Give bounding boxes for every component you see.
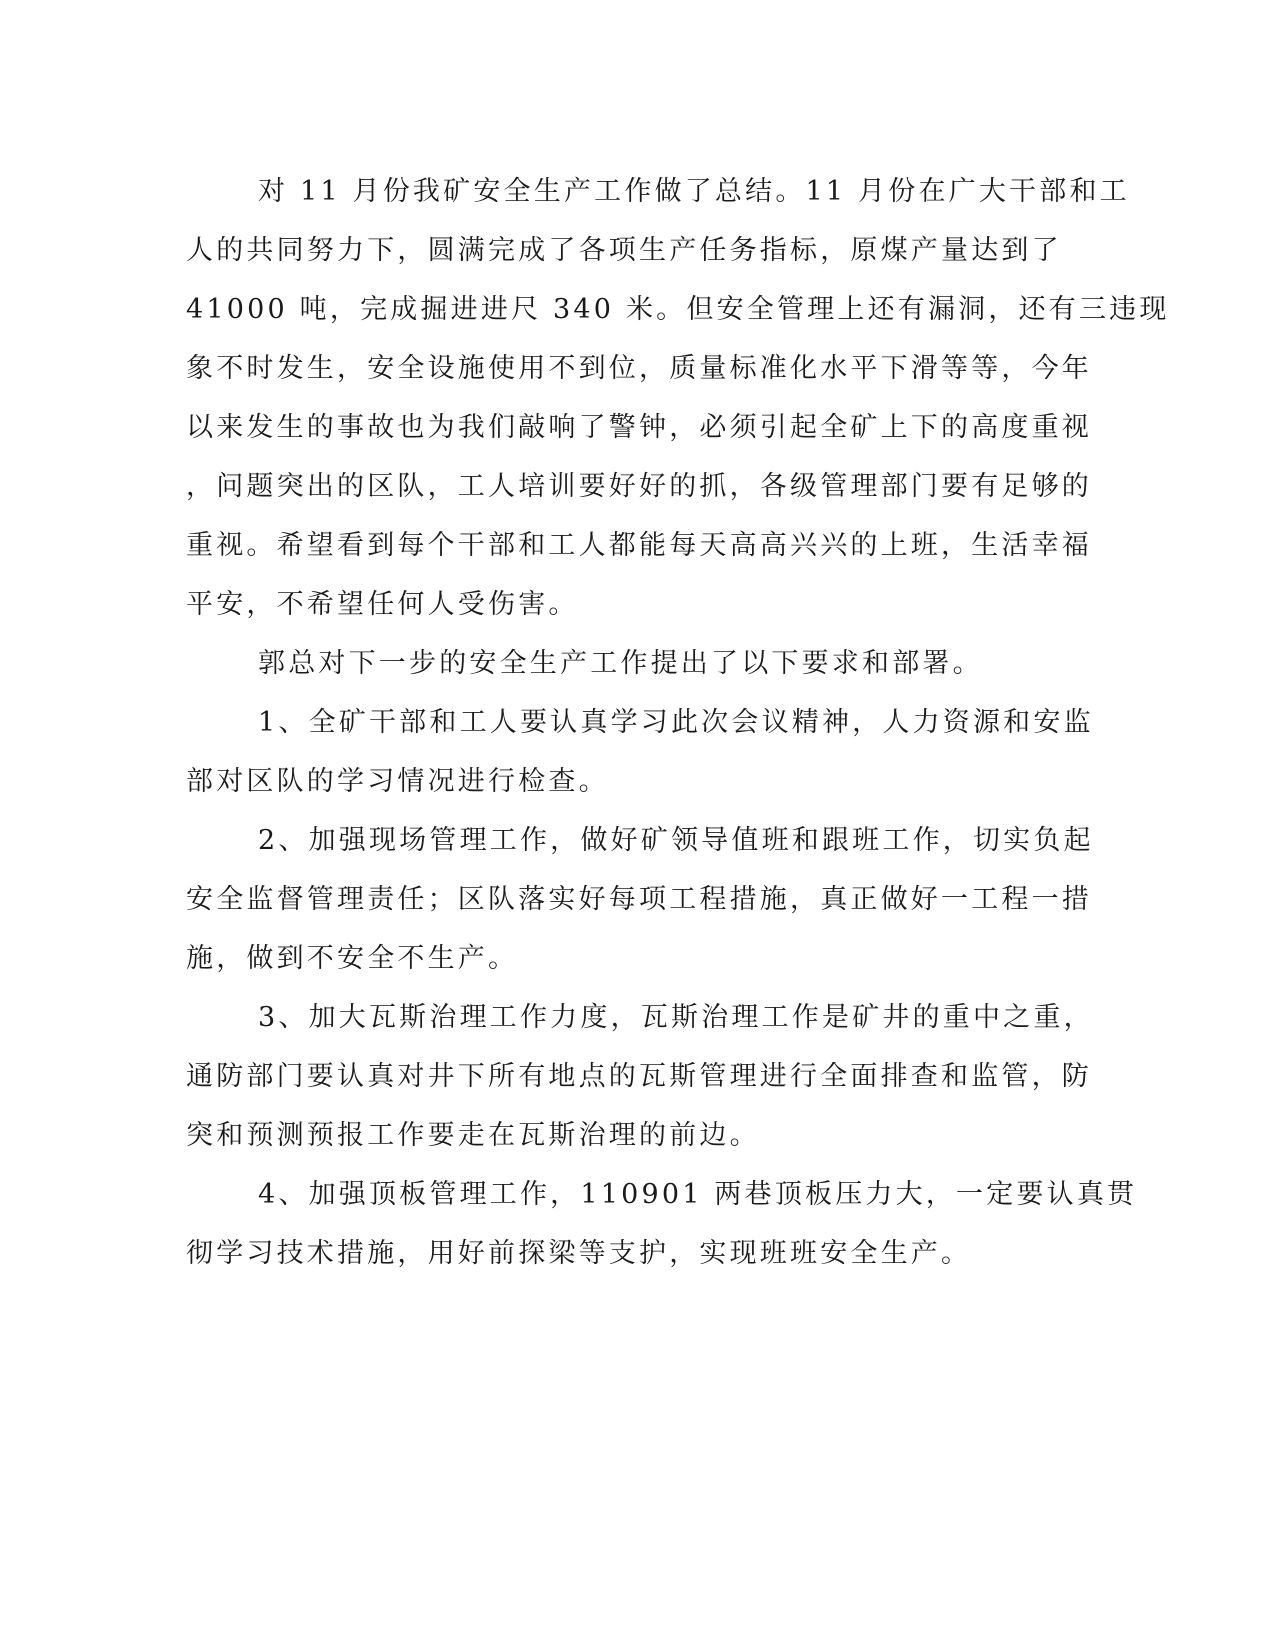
document-body [186, 162, 1170, 1283]
text-line: 3、加大瓦斯治理工作力度，瓦斯治理工作是矿井的重中之重， [258, 1002, 1094, 1033]
text-line: 1、全矿干部和工人要认真学习此次会议精神，人力资源和安监 [258, 707, 1094, 738]
text-line: 彻学习技术措施，用好前探梁等支护，实现班班安全生产。 [186, 1238, 972, 1269]
text-line: 人的共同努力下，圆满完成了各项生产任务指标，原煤产量达到了 [186, 235, 1062, 266]
text-line: 郭总对下一步的安全生产工作提出了以下要求和部署。 [258, 648, 983, 679]
text-line: 41000 吨，完成掘进进尺 340 米。但安全管理上还有漏洞，还有三违现 [186, 294, 1170, 325]
text-line: 2、加强现场管理工作，做好矿领导值班和跟班工作，切实负起 [258, 825, 1094, 856]
text-line: 对 11 月份我矿安全生产工作做了总结。11 月份在广大干部和工 [258, 176, 1130, 207]
text-line: 部对区队的学习情况进行检查。 [186, 766, 609, 797]
text-line: 以来发生的事故也为我们敲响了警钟，必须引起全矿上下的高度重视 [186, 412, 1092, 443]
text-line: 平安，不希望任何人受伤害。 [186, 589, 579, 620]
text-line: ，问题突出的区队，工人培训要好好的抓，各级管理部门要有足够的 [186, 471, 1092, 502]
text-line: 施，做到不安全不生产。 [186, 943, 519, 974]
paragraph-item-4 [186, 1165, 1138, 1283]
paragraph-item-3 [186, 988, 1094, 1165]
text-line: 重视。希望看到每个干部和工人都能每天高高兴兴的上班，生活幸福 [186, 530, 1092, 561]
text-line: 突和预测预报工作要走在瓦斯治理的前边。 [186, 1120, 760, 1151]
text-line: 象不时发生，安全设施使用不到位，质量标准化水平下滑等等，今年 [186, 353, 1092, 384]
paragraph-item-1 [186, 693, 1094, 811]
paragraph-requirements-intro [186, 634, 1056, 693]
text-line: 安全监督管理责任；区队落实好每项工程措施，真正做好一工程一措 [186, 884, 1092, 915]
paragraph-item-2 [186, 811, 1094, 988]
paragraph-summary [186, 162, 1170, 634]
text-line: 通防部门要认真对井下所有地点的瓦斯管理进行全面排查和监管，防 [186, 1061, 1092, 1092]
text-line: 4、加强顶板管理工作，110901 两巷顶板压力大，一定要认真贯 [258, 1179, 1138, 1210]
